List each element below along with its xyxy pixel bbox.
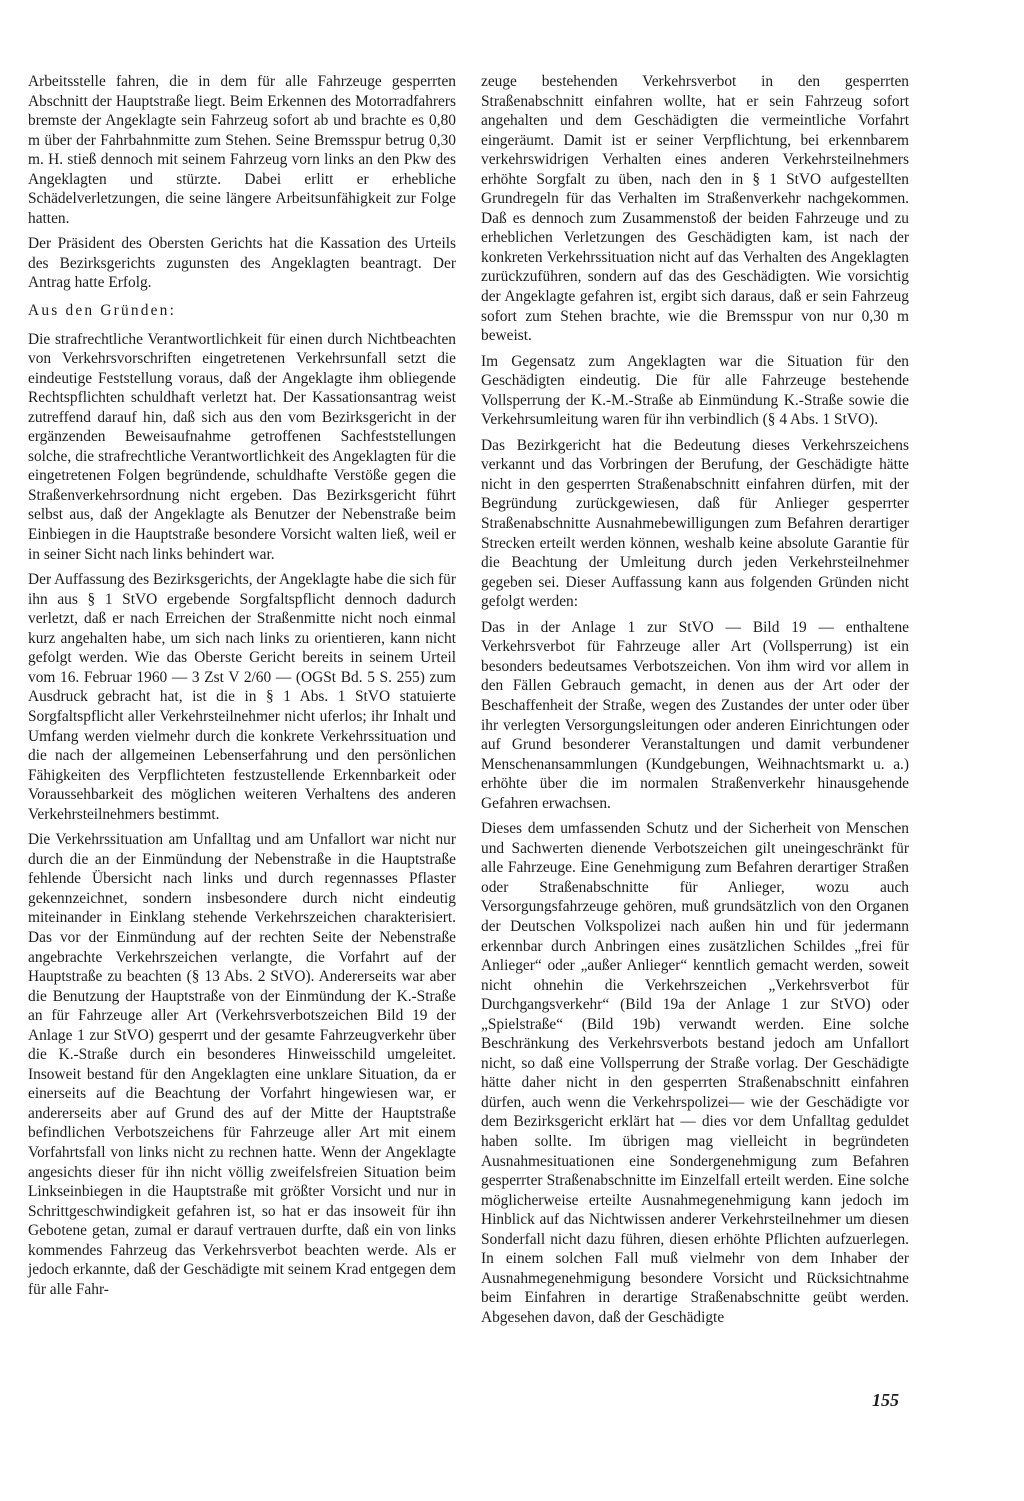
page-number: 155 [872,1390,899,1410]
right-paragraph-1: zeuge bestehenden Verkehrsverbot in den gesperrten Straßenabschnitt einfahren wollte, hat er sein Fahrzeug sofort angehalten und dem Geschädigten die vermeintliche Vorfahrt eingeräumt. Damit ist er seiner Verpflichtung, bei erkennbarem verkehrswidrigen Verhalten eines anderen Verkehrsteilnehmers erhöhte Sorgfalt zu üben, nach den in § 1 StVO aufgestellten Grundregeln für das Verhalten im Straßenverkehr nachgekommen. Daß es dennoch zum Zusammenstoß der beiden Fahrzeuge und zu erheblichen Verletzungen des Geschädigten kam, ist nach der konkreten Verkehrssituation nicht auf das Verhalten des Angeklagten zurückzuführen, sondern auf das des Geschädigten. Wie vorsichtig der Angeklagte gefahren ist, ergibt sich daraus, daß er sein Fahrzeug sofort zum Stehen brachte, wie die Bremsspur von nur 0,30 m beweist. [481,73,909,345]
right-paragraph-3: Das Bezirkgericht hat die Bedeutung dieses Verkehrszeichens verkannt und das Vorbringen der Berufung, der Geschädigte hätte nicht in den gesperrten Straßenabschnitt einfahren dürfen, mit der Begründung zurückgewiesen, daß für Anlieger gesperrter Straßenabschnitte Ausnahmebewilligungen zum Befahren derartiger Strecken erteilt werden können, weshalb keine absolute Garantie für die Beachtung der Umleitung durch jeden Verkehrsteilnehmer gegeben sei. Dieser Auffassung kann aus folgenden Gründen nicht gefolgt werden: [481,436,909,611]
right-column [481,72,909,1333]
left-paragraph-5: Die Verkehrssituation am Unfalltag und am Unfallort war nicht nur durch die an der Einmündung der Nebenstraße in die Hauptstraße fehlende Übersicht nach links und durch regennasses Pflaster gekennzeichnet, sondern insbesondere durch nicht eindeutig miteinander in Einklang stehende Verkehrszeichen charakterisiert. Das vor der Einmündung auf der rechten Seite der Nebenstraße angebrachte Verkehrszeichen verlangte, die Vorfahrt auf der Hauptstraße zu beachten (§ 13 Abs. 2 StVO). Andererseits war aber die Benutzung der Hauptstraße von der Einmündung der K.-Straße an für Fahrzeuge aller Art (Verkehrsverbotszeichen Bild 19 der Anlage 1 zur StVO) gesperrt und der gesamte Fahrzeugverkehr über die K.-Straße durch ein besonderes Hinweisschild umgeleitet. Insoweit bestand für den Angeklagten eine unklare Situation, da er einerseits auf die Beachtung der Vorfahrt hingewiesen war, er andererseits aber auf Grund des auf der Mitte der Hauptstraße befindlichen Verbotszeichens für Fahrzeuge aller Art mit einem Vorfahrtsfall von links nicht zu rechnen hatte. Wenn der Angeklagte angesichts dieser für ihn nicht völlig zweifelsfreien Situation beim Linkseinbiegen in die Hauptstraße mit größter Vorsicht und nur in Schrittgeschwindigkeit gefahren ist, so hat er das insoweit für ihn Gebotene getan, zumal er darauf vertrauen durfte, daß ein von links kommendes Fahrzeug das Verkehrsverbot beachten werde. Als er jedoch erkannte, daß der Geschädigte mit seinem Krad entgegen dem für alle Fahr- [28,831,456,1298]
section-heading: Aus den Gründen: [28,302,177,320]
right-paragraph-5: Dieses dem umfassenden Schutz und der Sicherheit von Menschen und Sachwerten dienende Verbotszeichen gilt uneingeschränkt für alle Fahrzeuge. Eine Genehmigung zum Befahren derartiger Straßen oder Straßenabschnitte für Anlieger, wozu auch Versorgungsfahrzeuge gehören, muß grundsätzlich von den Organen der Deutschen Volkspolizei nach außen hin und für jedermann erkennbar durch Anbringen eines zusätzlichen Schildes „frei für Anlieger“ oder „außer Anlieger“ kenntlich gemacht werden, soweit nicht ohnehin die Verkehrszeichen „Verkehrsverbot für Durchgangsverkehr“ (Bild 19a der Anlage 1 zur StVO) oder „Spielstraße“ (Bild 19b) verwandt werden. Eine solche Beschränkung des Verkehrsverbots bestand jedoch am Unfallort nicht, so daß eine Vollsperrung der Straße vorlag. Der Geschädigte hätte daher nicht in den gesperrten Straßenabschnitt einfahren dürfen, auch wenn die Verkehrspolizei— wie der Geschädigte vor dem Bezirksgericht erklärt hat — dies vor dem Unfalltag geduldet haben sollte. Im übrigen mag vielleicht in begründeten Ausnahmesituationen eine Sondergenehmigung zum Befahren gesperrter Straßenabschnitte im Einzelfall erteilt werden. Eine solche möglicherweise erteilte Ausnahmegenehmigung kann jedoch im Hinblick auf das Nichtwissen anderer Verkehrsteilnehmer um diesen Sonderfall nicht dazu führen, diesen erhöhte Pflichten aufzuerlegen. In einem solchen Fall muß vielmehr von dem Inhaber der Ausnahmegenehmigung besondere Vorsicht und Rücksichtnahme beim Einfahren in derartige Straßenabschnitte geübt werden. Abgesehen davon, daß der Geschädigte [481,820,909,1326]
right-paragraph-4: Das in der Anlage 1 zur StVO — Bild 19 — enthaltene Verkehrsverbot für Fahrzeuge aller Art (Vollsperrung) ist ein besonders bedeutsames Verbotszeichen. Von ihm wird vor allem in den Fällen Gebrauch gemacht, in denen aus der Art oder der Beschaffenheit der Straße, wegen des Zustandes der unter oder über ihr verlegten Versorgungsleitungen oder anderen Einrichtungen oder auf Grund besonderer Veranstaltungen und damit verbundener Menschenansammlungen (Kundgebungen, Weihnachtsmarkt u. a.) erhöhte über die im normalen Straßenverkehr hinausgehende Gefahren erwachsen. [481,618,909,812]
left-column [28,72,456,1305]
left-paragraph-2: Der Präsident des Obersten Gerichts hat die Kassation des Urteils des Bezirksgerichts zugunsten des Angeklagten beantragt. Der Antrag hatte Erfolg. [28,235,456,292]
left-paragraph-4: Der Auffassung des Bezirksgerichts, der Angeklagte habe die sich für ihn aus § 1 StVO ergebende Sorgfaltspflicht dennoch dadurch verletzt, daß er nach Erreichen der Straßenmitte nicht noch einmal kurz angehalten habe, um sich nach links zu orientieren, kann nicht gefolgt werden. Wie das Oberste Gericht bereits in seinem Urteil vom 16. Februar 1960 — 3 Zst V 2/60 — (OGSt Bd. 5 S. 255) zum Ausdruck gebracht hat, ist die in § 1 Abs. 1 StVO statuierte Sorgfaltspflicht aller Verkehrsteilnehmer nicht uferlos; ihr Inhalt und Umfang werden vielmehr durch die konkrete Verkehrssituation und die nach der allgemeinen Lebenserfahrung und den persönlichen Fähigkeiten des Verpflichteten festzustellende Erkennbarkeit oder Voraussehbarkeit des möglichen weiteren Verhaltens des anderen Verkehrsteilnehmers bestimmt. [28,571,456,823]
left-paragraph-1: Arbeitsstelle fahren, die in dem für alle Fahrzeuge gesperrten Abschnitt der Hauptstraße liegt. Beim Erkennen des Motorradfahrers bremste der Angeklagte sein Fahrzeug sofort ab und brachte es 0,80 m über der Fahrbahnmitte zum Stehen. Seine Bremsspur betrug 0,30 m. H. stieß dennoch mit seinem Fahrzeug vorn links an den Pkw des Angeklagten und stürzte. Dabei erlitt er erhebliche Schädelverletzungen, die seine längere Arbeitsunfähigkeit zur Folge hatten. [28,73,456,227]
left-paragraph-3: Die strafrechtliche Verantwortlichkeit für einen durch Nichtbeachten von Verkehrsvorschriften eingetretenen Verkehrsunfall setzt die eindeutige Feststellung voraus, daß der Angeklagte ihm obliegende Rechtspflichten schuldhaft verletzt hat. Der Kassationsantrag weist zutreffend darauf hin, daß sich aus den vom Bezirksgericht in der ergänzenden Beweisaufnahme getroffenen Sachfeststellungen solche, die strafrechtliche Verantwortlichkeit des Angeklagten für die eingetretenen Folgen begründende, schuldhafte Verstöße gegen die Straßenverkehrsordnung nicht ergeben. Das Bezirksgericht führt selbst aus, daß der Angeklagte als Benutzer der Nebenstraße beim Einbiegen in die Hauptstraße besondere Vorsicht walten ließ, weil er in seiner Sicht nach links behindert war. [28,330,456,563]
right-paragraph-2: Im Gegensatz zum Angeklagten war die Situation für den Geschädigten eindeutig. Die für alle Fahrzeuge bestehende Vollsperrung der K.-M.-Straße ab Einmündung K.-Straße sowie die Verkehrsumleitung waren für ihn verbindlich (§ 4 Abs. 1 StVO). [481,352,909,429]
